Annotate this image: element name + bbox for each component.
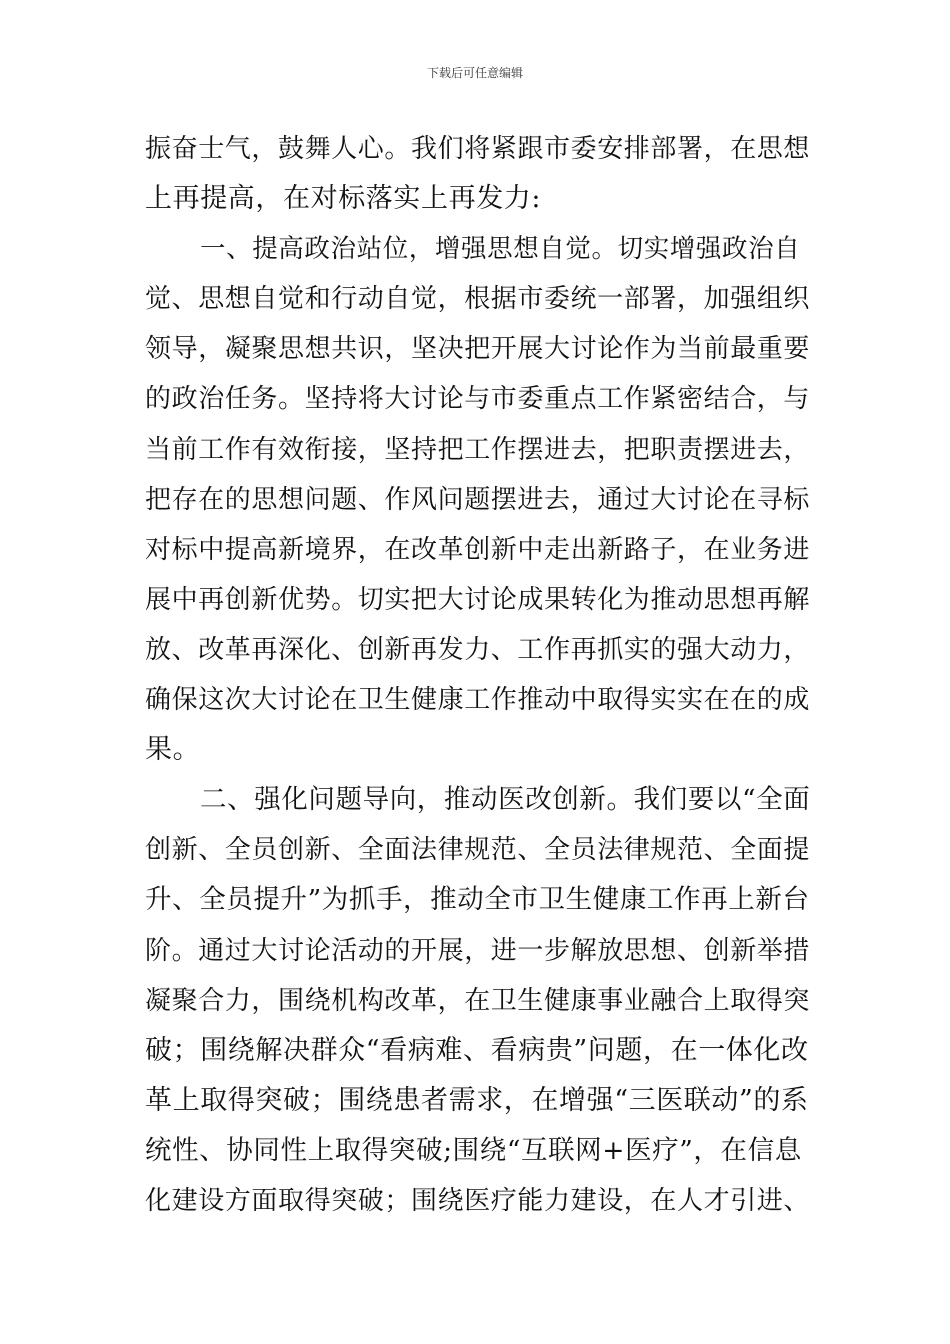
body-line: 对标中提高新境界，在改革创新中走出新路子，在业务进 bbox=[145, 534, 811, 565]
document-body bbox=[145, 124, 811, 1226]
body-line: 化建设方面取得突破；围绕医疗能力建设，在人才引进、 bbox=[145, 1185, 811, 1216]
body-line: 升、全员提升”为抓手，推动全市卫生健康工作再上新台 bbox=[145, 884, 810, 916]
body-line: 觉、思想自觉和行动自觉，根据市委统一部署，加强组织 bbox=[145, 284, 811, 315]
body-line: 展中再创新优势。切实把大讨论成果转化为推动思想再解 bbox=[145, 584, 811, 615]
body-line: 创新、全员创新、全面法律规范、全员法律规范、全面提 bbox=[145, 835, 811, 866]
body-line: 当前工作有效衔接，坚持把工作摆进去，把职责摆进去， bbox=[145, 434, 811, 465]
paragraph-first-line: 一、提高政治站位，增强思想自觉。切实增强政治自 bbox=[200, 234, 801, 265]
body-line: 阶。通过大讨论活动的开展，进一步解放思想、创新举措 bbox=[145, 935, 811, 966]
paragraph-first-line: 二、强化问题导向，推动医改创新。我们要以“全面 bbox=[200, 784, 811, 816]
body-line: 把存在的思想问题、作风问题摆进去，通过大讨论在寻标 bbox=[145, 484, 811, 515]
body-line: 破；围绕解决群众“看病难、看病贵”问题，在一体化改 bbox=[145, 1034, 809, 1066]
body-line: 领导，凝聚思想共识，坚决把开展大讨论作为当前最重要 bbox=[145, 334, 811, 365]
body-line: 上再提高，在对标落实上再发力: bbox=[145, 183, 542, 215]
body-line: 凝聚合力，围绕机构改革，在卫生健康事业融合上取得突 bbox=[145, 985, 811, 1016]
body-line: 果。 bbox=[145, 734, 201, 766]
body-line: 统性、协同性上取得突破;围绕“互联网+医疗”，在信息 bbox=[145, 1134, 802, 1166]
page-header-note: 下载后可任意编辑 bbox=[426, 66, 523, 80]
body-line: 放、改革再深化、创新再发力、工作再抓实的强大动力， bbox=[145, 634, 811, 665]
body-line: 革上取得突破；围绕患者需求，在增强“三医联动”的系 bbox=[145, 1084, 809, 1116]
body-line: 确保这次大讨论在卫生健康工作推动中取得实实在在的成 bbox=[145, 685, 811, 716]
body-line: 的政治任务。坚持将大讨论与市委重点工作紧密结合，与 bbox=[145, 384, 811, 415]
body-line: 振奋士气，鼓舞人心。我们将紧跟市委安排部署，在思想 bbox=[145, 134, 811, 164]
